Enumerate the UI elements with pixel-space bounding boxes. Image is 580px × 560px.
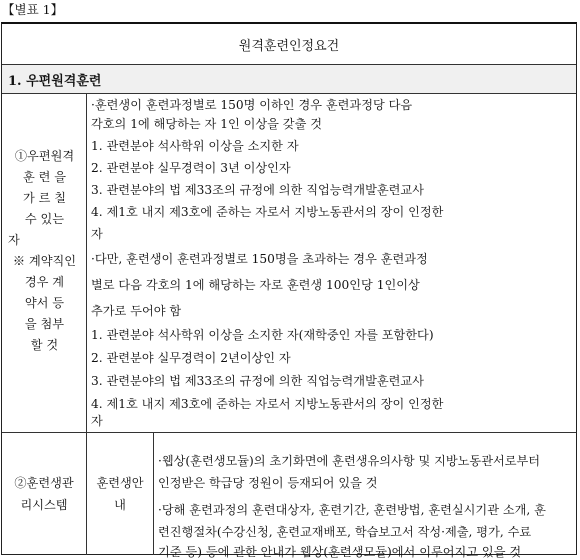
table-title-row	[2, 24, 576, 65]
section1-content-line: 각호의 1에 해당하는 자 1인 이상을 갖출 것	[91, 117, 322, 131]
section2-label-line: 리시스템	[20, 498, 68, 512]
section2-content-line: ·웹상(훈련생모듈)의 초기화면에 훈련생유의사항 및 지방노동관서로부터	[158, 454, 541, 468]
section1-content-line: 자	[91, 414, 103, 428]
section2-content-line: ·당해 훈련과정의 훈련대상자, 훈련기간, 훈련방법, 훈련실시기관 소개, 훈	[158, 503, 546, 517]
table-title: 원격훈련인정요건	[238, 38, 340, 54]
section2-content-line: 기준 등) 등에 관한 안내가 웹상(훈련생모듈)에서 이루어지고 있을 것	[158, 545, 522, 559]
section1-content-line: 추가로 두어야 함	[91, 304, 182, 318]
section2-middle-line: 내	[114, 498, 126, 512]
annex-label: 【별표 1】	[2, 2, 64, 17]
section1-content-line: 4. 제1호 내지 제3호에 준하는 자로서 지방노동관서의 장이 인정한	[91, 397, 444, 411]
section1-content-line: 2. 관련분야 실무경력이 3년 이상인자	[91, 161, 291, 175]
section1-content-line: 4. 제1호 내지 제3호에 준하는 자로서 지방노동관서의 장이 인정한	[91, 205, 444, 219]
section1-content-line: ·다만, 훈련생이 훈련과정별로 150명을 초과하는 경우 훈련과정	[91, 252, 428, 266]
section2-middle-cell	[87, 433, 154, 555]
section1-content-line: 1. 관련분야 석사학위 이상을 소지한 자(재학중인 자를 포함한다)	[91, 328, 434, 342]
section2-content-line: 련진행절차(수강신청, 훈련교재배포, 학습보고서 작성·제출, 평가, 수료	[158, 525, 532, 539]
section1-label-cell	[2, 94, 87, 432]
section1-label-line: 할 것	[30, 338, 59, 352]
section1-label-line: ①우편원격	[14, 149, 75, 163]
section1-label-line: 을 첨부	[24, 317, 65, 331]
section1-label-line: 훈 련 을	[22, 170, 67, 184]
section2-label-line: ②훈련생관	[14, 476, 74, 490]
section1-label-line: 가 르 칠	[22, 191, 67, 205]
requirements-table	[1, 22, 577, 559]
section1-label-line: 자	[8, 233, 20, 247]
section2-label-text	[14, 472, 73, 516]
section1-content-line: 3. 관련분야의 법 제33조의 규정에 의한 직업능력개발훈련교사	[91, 183, 424, 197]
section1-label-line: 약서 등	[24, 296, 65, 310]
section1-content-line: ·훈련생이 훈련과정별로 150명 이하인 경우 훈련과정당 다음	[91, 98, 413, 112]
section1-label-line: 수 있는	[24, 212, 65, 226]
section1-label-text	[2, 146, 87, 356]
section2-label-cell	[2, 433, 87, 555]
section1-content-line: 별로 다음 각호의 1에 해당하는 자로 훈련생 100인당 1인이상	[91, 278, 420, 292]
section2-content-cell	[155, 433, 575, 559]
section1-content-line: 2. 관련분야 실무경력이 2년이상인 자	[91, 351, 291, 365]
section2-content-line: 인정받은 학급당 정원이 등재되어 있을 것	[158, 476, 378, 490]
section1-content-line: 3. 관련분야의 법 제33조의 규정에 의한 직업능력개발훈련교사	[91, 374, 424, 388]
section1-content-line: 자	[91, 227, 103, 241]
section1-heading-row	[2, 65, 576, 94]
section1-content-line: 1. 관련분야 석사학위 이상을 소지한 자	[91, 139, 299, 153]
section1-label-line: 경우 계	[24, 275, 65, 289]
section1-label-line: ※ 계약직인	[12, 254, 77, 268]
section2-middle-line: 훈련생안	[96, 476, 144, 490]
section2-middle-text	[96, 472, 143, 516]
section1-heading: 1. 우편원격훈련	[8, 73, 102, 89]
section1-content-cell	[88, 94, 576, 432]
